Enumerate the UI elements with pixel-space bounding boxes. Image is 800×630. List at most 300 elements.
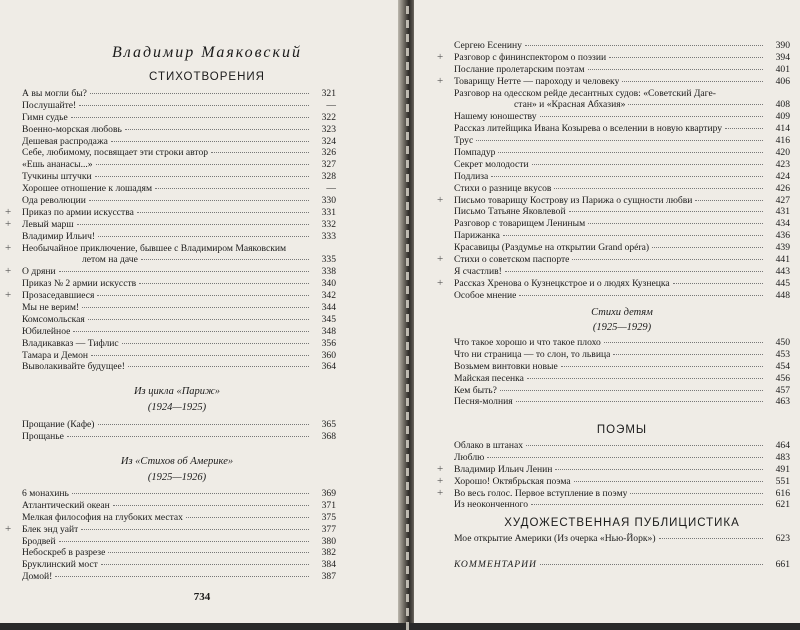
entry-title: Секрет молодости: [454, 158, 529, 170]
toc-entry[interactable]: [22, 112, 336, 124]
toc-entry[interactable]: [437, 253, 790, 266]
toc-entry[interactable]: [437, 474, 790, 488]
leader-dots: [72, 493, 309, 494]
toc-entry[interactable]: [437, 276, 790, 290]
stitch: [406, 608, 409, 616]
leader-dots: [71, 117, 309, 118]
toc-entry[interactable]: [22, 278, 336, 290]
entry-title: Сергею Есенину: [454, 40, 522, 51]
toc-entry[interactable]: [22, 159, 336, 171]
author-heading: Владимир Маяковский: [112, 44, 302, 61]
entry-page: 450: [775, 337, 790, 348]
stitch: [406, 482, 409, 490]
stitch: [406, 454, 409, 462]
entry-title: Помпадур: [454, 147, 496, 159]
entry-page: 445: [775, 277, 790, 289]
stitch: [406, 286, 409, 294]
leader-dots: [98, 424, 310, 425]
stitch: [406, 104, 409, 112]
toc-entry[interactable]: [454, 99, 790, 111]
entry-page: 324: [321, 135, 336, 147]
pencil-mark-icon: +: [5, 522, 12, 535]
stitch: [406, 118, 409, 126]
entry-page: —: [326, 99, 336, 111]
toc-entry[interactable]: [22, 231, 336, 243]
toc-entry[interactable]: [22, 431, 336, 443]
stitch: [406, 524, 409, 532]
toc-entry[interactable]: [454, 396, 790, 408]
entry-title: Рассказ литейщика Ивана Козырева о вселении в новую квартиру: [454, 123, 723, 135]
pencil-mark-icon: +: [437, 462, 444, 475]
entry-title: Бруклинский мост: [22, 559, 98, 571]
entry-page: 401: [775, 63, 790, 75]
section-heading-poems-short: СТИХОТВОРЕНИЯ: [149, 71, 265, 83]
leader-dots: [487, 457, 763, 458]
leader-dots: [555, 469, 763, 470]
leader-dots: [101, 564, 309, 565]
toc-entry[interactable]: [22, 571, 336, 583]
stitch: [406, 62, 409, 70]
entry-title: КОММЕНТАРИИ: [454, 559, 537, 570]
entry-page: 384: [321, 559, 336, 571]
leader-dots: [609, 57, 763, 58]
entry-title: Письмо Татьяне Яковлевой: [454, 206, 566, 218]
toc-commentary: [454, 559, 790, 571]
leader-dots: [82, 307, 309, 308]
toc-entry[interactable]: [454, 123, 790, 135]
entry-page: 326: [321, 147, 336, 159]
entry-page: 434: [775, 218, 790, 230]
entry-title: Приказ № 2 армии искусств: [22, 278, 137, 290]
leader-dots: [90, 93, 309, 94]
entry-title: Себе, любимому, посвящает эти строки автор: [22, 147, 209, 159]
leader-dots: [155, 188, 309, 189]
entry-page: 423: [775, 158, 790, 170]
leader-dots: [111, 141, 309, 142]
leader-dots: [59, 541, 309, 542]
leader-dots: [77, 224, 309, 225]
entry-page: 333: [321, 230, 336, 242]
toc-entry[interactable]: [437, 74, 790, 88]
stitch: [406, 496, 409, 504]
toc-entry[interactable]: [22, 419, 336, 431]
entry-title: Необычайное приключение, бывшее с Владимиром Маяковским: [22, 242, 287, 254]
toc-entry[interactable]: [437, 193, 790, 207]
toc-entry[interactable]: [454, 373, 790, 385]
stitch: [406, 160, 409, 168]
entry-page: 340: [321, 278, 336, 290]
stitch: [406, 90, 409, 98]
entry-title: Особое мнение: [454, 289, 517, 301]
entry-page: 368: [321, 430, 336, 442]
page-number: 734: [193, 591, 211, 603]
entry-title: Подлиза: [454, 170, 489, 182]
entry-title: О дряни: [22, 266, 56, 278]
entry-title: Красавицы (Раздумье на открытии Grand opéra): [454, 242, 650, 254]
entry-page: 348: [321, 325, 336, 337]
entry-page: 375: [321, 511, 336, 523]
entry-title: Гимн судье: [22, 111, 68, 123]
pencil-mark-icon: +: [437, 253, 444, 266]
entry-page: 464: [775, 440, 790, 451]
toc-entry[interactable]: [454, 183, 790, 195]
subheading-paris: Из цикла «Париж»: [133, 386, 221, 397]
entry-title: Комсомольская: [22, 313, 85, 325]
section-heading-long-poems: ПОЭМЫ: [596, 424, 648, 436]
toc-entry[interactable]: [454, 64, 790, 76]
toc-entry[interactable]: [454, 452, 790, 464]
leader-dots: [531, 504, 763, 505]
toc-entry[interactable]: [454, 385, 790, 397]
toc-list-poems-continued: [437, 40, 790, 302]
stitch: [406, 538, 409, 546]
entry-title: Ода революции: [22, 195, 86, 207]
entry-page: 328: [321, 171, 336, 183]
stitch: [406, 6, 409, 14]
entry-title: Трус: [454, 135, 474, 147]
entry-page: 457: [775, 384, 790, 396]
stitch: [406, 244, 409, 252]
toc-entry[interactable]: [22, 500, 336, 512]
stitch: [406, 356, 409, 364]
leader-dots: [122, 343, 309, 344]
toc-entry[interactable]: [454, 135, 790, 147]
leader-dots: [128, 366, 309, 367]
entry-page: 491: [775, 463, 790, 475]
entry-title: Хорошо! Октябрьская поэма: [454, 475, 571, 487]
pencil-mark-icon: +: [5, 217, 12, 230]
subheading-america: Из «Стихов об Америке»: [120, 456, 234, 467]
entry-title: Прозаседавшиеся: [22, 290, 95, 302]
stitch: [406, 20, 409, 28]
stitch: [406, 468, 409, 476]
stitch: [406, 202, 409, 210]
entry-page: 364: [321, 361, 336, 373]
entry-title: Стихи о разнице вкусов: [454, 182, 552, 194]
pencil-mark-icon: +: [5, 205, 12, 218]
entry-page: 409: [775, 111, 790, 123]
toc-entry[interactable]: [437, 486, 790, 500]
pencil-mark-icon: +: [5, 241, 12, 254]
toc-entry[interactable]: [454, 533, 790, 545]
toc-entry[interactable]: [454, 361, 790, 373]
entry-page: 483: [775, 451, 790, 463]
entry-title: Парижанка: [454, 230, 500, 242]
entry-title: Разговор с фининспектором о поэзии: [454, 51, 607, 63]
entry-page: 454: [775, 360, 790, 372]
toc-entry[interactable]: [454, 337, 790, 349]
entry-page: 420: [775, 147, 790, 159]
entry-title: Люблю: [454, 451, 485, 463]
entry-page: 345: [321, 313, 336, 325]
entry-title: Военно-морская любовь: [22, 123, 122, 135]
entry-title: Владимир Ильич Ленин: [454, 463, 553, 475]
stitch: [406, 76, 409, 84]
stitch: [406, 300, 409, 308]
leader-dots: [532, 164, 763, 165]
entry-page: 436: [775, 230, 790, 242]
toc-entry[interactable]: [22, 512, 336, 524]
toc-entry[interactable]: [22, 136, 336, 148]
toc-entry[interactable]: [454, 559, 790, 571]
entry-title: Стихи о советском паспорте: [454, 254, 570, 266]
toc-entry[interactable]: [454, 171, 790, 183]
entry-page: 380: [321, 535, 336, 547]
entry-page: 441: [775, 254, 790, 266]
entry-page: 551: [775, 475, 790, 487]
entry-title: Письмо товарищу Кострову из Парижа о сущности любви: [454, 194, 693, 206]
toc-entry[interactable]: [22, 326, 336, 338]
leader-dots: [108, 552, 309, 553]
entry-title: стан» и «Красная Абхазия»: [514, 99, 626, 111]
toc-entry[interactable]: [454, 111, 790, 123]
stitch: [406, 370, 409, 378]
entry-page: 331: [321, 206, 336, 218]
entry-page: 360: [321, 349, 336, 361]
stitch: [406, 342, 409, 350]
leader-dots: [59, 271, 309, 272]
entry-title: Песня-молния: [454, 396, 513, 408]
stitch: [406, 230, 409, 238]
leader-dots: [725, 128, 763, 129]
entry-title: Юбилейное: [22, 325, 71, 337]
toc-entry[interactable]: [454, 88, 790, 100]
stitch: [406, 216, 409, 224]
toc-entry[interactable]: [437, 462, 790, 476]
leader-dots: [96, 164, 309, 165]
toc-entry[interactable]: [22, 254, 336, 266]
pencil-mark-icon: +: [5, 265, 12, 278]
toc-list-paris: [22, 419, 336, 443]
entry-page: 332: [321, 218, 336, 230]
toc-entry[interactable]: [437, 50, 790, 64]
leader-dots: [91, 355, 309, 356]
entry-title: Майская песенка: [454, 372, 524, 384]
pencil-mark-icon: +: [437, 276, 444, 289]
toc-entry[interactable]: [454, 230, 790, 242]
stitch: [406, 510, 409, 518]
leader-dots: [113, 505, 309, 506]
entry-page: 431: [775, 206, 790, 218]
stitch: [406, 188, 409, 196]
leader-dots: [630, 493, 763, 494]
entry-title: Левый марш: [22, 218, 74, 230]
pencil-mark-icon: +: [437, 74, 444, 87]
pencil-mark-icon: +: [437, 486, 444, 499]
entry-page: 416: [775, 135, 790, 147]
toc-list-children: [454, 337, 790, 408]
entry-title: Разговор на одесском рейде десантных судов: «Советский Даге-: [454, 87, 716, 99]
entry-page: 330: [321, 195, 336, 207]
leader-dots: [526, 445, 763, 446]
toc-entry[interactable]: [22, 302, 336, 314]
leader-dots: [498, 152, 763, 153]
toc-entry[interactable]: [5, 205, 336, 219]
entry-page: 408: [775, 99, 790, 111]
entry-title: Приказ по армии искусства: [22, 206, 134, 218]
toc-list-poems: [5, 88, 336, 373]
toc-entry[interactable]: [5, 289, 336, 302]
entry-title: Выволакивайте будущее!: [22, 361, 125, 373]
toc-list-publicism: [454, 533, 790, 545]
stitch: [406, 412, 409, 420]
toc-entry[interactable]: [22, 195, 336, 207]
entry-page: 356: [321, 337, 336, 349]
entry-page: 616: [775, 487, 790, 499]
entry-title: Атлантический океан: [22, 499, 110, 511]
toc-entry[interactable]: [22, 350, 336, 362]
toc-entry[interactable]: [454, 266, 790, 278]
entry-page: 344: [321, 302, 336, 314]
leader-dots: [88, 319, 309, 320]
toc-entry[interactable]: [22, 100, 336, 112]
entry-title: Кем быть?: [454, 384, 497, 396]
toc-entry[interactable]: [22, 361, 336, 373]
entry-title: Товарищу Нетте — пароходу и человеку: [454, 75, 620, 87]
entry-title: Тамара и Демон: [22, 349, 89, 361]
entry-title: Хорошее отношение к лошадям: [22, 183, 153, 195]
entry-page: 414: [775, 123, 790, 135]
leader-dots: [500, 390, 763, 391]
entry-title: Из неоконченного: [454, 499, 529, 511]
entry-page: 443: [775, 265, 790, 277]
pencil-mark-icon: +: [5, 289, 12, 302]
entry-page: 426: [775, 182, 790, 194]
leader-dots: [540, 116, 763, 117]
stitch: [406, 384, 409, 392]
toc-entry[interactable]: [454, 349, 790, 361]
toc-entry[interactable]: [22, 147, 336, 159]
leader-dots: [503, 235, 763, 236]
leader-dots: [139, 283, 309, 284]
toc-entry[interactable]: [22, 559, 336, 571]
stitch: [406, 566, 409, 574]
leader-dots: [491, 176, 763, 177]
toc-entry[interactable]: [22, 314, 336, 326]
toc-entry[interactable]: [454, 159, 790, 171]
toc-entry[interactable]: [5, 241, 336, 255]
stitch: [406, 48, 409, 56]
stitch: [406, 258, 409, 266]
entry-page: 371: [321, 499, 336, 511]
subheading-children: Стихи детям: [591, 307, 653, 318]
toc-entry[interactable]: [5, 217, 336, 231]
entry-title: Мелкая философия на глубоких местах: [22, 511, 183, 523]
stitch: [406, 398, 409, 406]
pencil-mark-icon: +: [437, 193, 444, 206]
leader-dots: [519, 295, 763, 296]
leader-dots: [55, 576, 309, 577]
toc-entry[interactable]: [22, 547, 336, 559]
leader-dots: [141, 259, 309, 260]
entry-page: 463: [775, 396, 790, 408]
entry-title: А вы могли бы?: [22, 88, 87, 99]
leader-dots: [695, 200, 763, 201]
toc-entry[interactable]: [22, 124, 336, 136]
toc-entry[interactable]: [454, 147, 790, 159]
toc-entry[interactable]: [454, 206, 790, 218]
entry-title: Что такое хорошо и что такое плохо: [454, 337, 601, 348]
toc-entry[interactable]: [454, 290, 790, 302]
toc-entry[interactable]: [22, 183, 336, 195]
entry-title: «Ешь ананасы...»: [22, 159, 93, 171]
toc-list-long-poems: [437, 440, 790, 511]
leader-dots: [574, 481, 763, 482]
toc-list-america: [5, 488, 336, 583]
entry-page: 406: [775, 75, 790, 87]
leader-dots: [186, 517, 309, 518]
entry-title: Послушайте!: [22, 99, 77, 111]
toc-entry[interactable]: [454, 40, 790, 52]
entry-title: Тучкины штучки: [22, 171, 92, 183]
leader-dots: [98, 236, 309, 237]
entry-page: 387: [321, 571, 336, 583]
stitch: [406, 440, 409, 448]
leader-dots: [525, 45, 763, 46]
entry-page: 427: [775, 194, 790, 206]
leader-dots: [73, 331, 309, 332]
entry-page: 390: [775, 40, 790, 51]
toc-entry[interactable]: [22, 536, 336, 548]
toc-entry[interactable]: [22, 88, 336, 100]
subheading-paris-years: (1924—1925): [147, 402, 207, 413]
entry-title: Владимир Ильич!: [22, 230, 96, 242]
leader-dots: [516, 401, 763, 402]
leader-dots: [572, 259, 763, 260]
stitch: [406, 594, 409, 602]
entry-title: Нашему юношеству: [454, 111, 537, 123]
entry-page: 323: [321, 123, 336, 135]
section-heading-publicism: ХУДОЖЕСТВЕННАЯ ПУБЛИЦИСТИКА: [504, 517, 740, 529]
toc-entry[interactable]: [5, 522, 336, 536]
leader-dots: [89, 200, 309, 201]
entry-title: Рассказ Хренова о Кузнецкстрое и о людях Кузнецка: [454, 277, 670, 289]
leader-dots: [137, 212, 309, 213]
entry-page: —: [326, 183, 336, 195]
toc-entry[interactable]: [22, 338, 336, 350]
entry-title: Блек энд уайт: [22, 523, 79, 535]
stitch: [406, 580, 409, 588]
toc-entry[interactable]: [454, 242, 790, 254]
left-page: [0, 0, 404, 623]
toc-entry[interactable]: [454, 440, 790, 452]
leader-dots: [211, 152, 309, 153]
toc-entry[interactable]: [22, 488, 336, 500]
entry-page: 456: [775, 372, 790, 384]
leader-dots: [95, 176, 309, 177]
stitch: [406, 146, 409, 154]
toc-entry[interactable]: [5, 265, 336, 278]
entry-page: 661: [775, 559, 790, 570]
entry-title: Бродвей: [22, 535, 56, 547]
leader-dots: [622, 81, 763, 82]
entry-title: Облако в штанах: [454, 440, 524, 451]
entry-page: 322: [321, 111, 336, 123]
toc-entry[interactable]: [454, 499, 790, 511]
entry-title: летом на даче: [82, 254, 138, 266]
entry-title: Прощание (Кафе): [22, 419, 95, 430]
toc-entry[interactable]: [22, 171, 336, 183]
leader-dots: [613, 354, 763, 355]
leader-dots: [659, 538, 763, 539]
entry-title: Небоскреб в разрезе: [22, 547, 106, 559]
toc-entry[interactable]: [454, 218, 790, 230]
entry-page: 342: [321, 290, 336, 302]
entry-page: 448: [775, 289, 790, 301]
entry-page: 453: [775, 348, 790, 360]
entry-title: Владикавказ — Тифлис: [22, 337, 119, 349]
entry-page: 424: [775, 170, 790, 182]
